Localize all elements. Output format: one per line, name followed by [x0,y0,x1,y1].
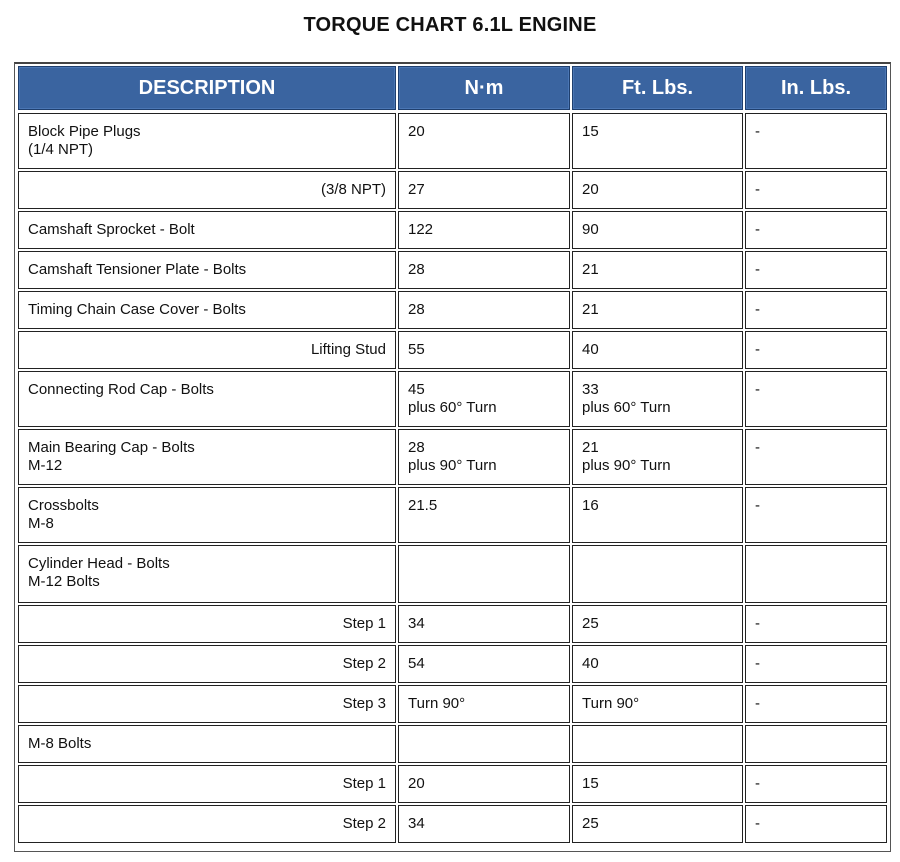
header-ft-lbs: Ft. Lbs. [572,66,743,110]
header-in-lbs: In. Lbs. [745,66,887,110]
ft-lbs-cell: 21 plus 90° Turn [572,429,743,485]
nm-cell [398,725,570,763]
ft-lbs-cell: 15 [572,765,743,803]
nm-cell: 28 plus 90° Turn [398,429,570,485]
in-lbs-cell: - [745,685,887,723]
ft-lbs-cell: 20 [572,171,743,209]
ft-lbs-cell: 15 [572,113,743,169]
nm-cell: 20 [398,113,570,169]
nm-cell: 20 [398,765,570,803]
nm-cell: 34 [398,605,570,643]
in-lbs-cell: - [745,487,887,543]
ft-lbs-cell: 25 [572,805,743,843]
nm-cell: 27 [398,171,570,209]
nm-cell: 45 plus 60° Turn [398,371,570,427]
ft-lbs-cell: 33 plus 60° Turn [572,371,743,427]
in-lbs-cell: - [745,113,887,169]
description-cell: (3/8 NPT) [18,171,396,209]
nm-cell: 55 [398,331,570,369]
nm-cell: 28 [398,251,570,289]
nm-cell: 34 [398,805,570,843]
description-cell: Camshaft Tensioner Plate - Bolts [18,251,396,289]
description-cell: Crossbolts M-8 [18,487,396,543]
ft-lbs-cell: 25 [572,605,743,643]
in-lbs-cell: - [745,371,887,427]
description-cell: Step 2 [18,805,396,843]
in-lbs-cell: - [745,765,887,803]
nm-cell: 54 [398,645,570,683]
in-lbs-cell: - [745,331,887,369]
description-cell: Cylinder Head - Bolts M-12 Bolts [18,545,396,603]
description-cell: Step 2 [18,645,396,683]
nm-cell [398,545,570,603]
description-cell: Timing Chain Case Cover - Bolts [18,291,396,329]
in-lbs-cell: - [745,645,887,683]
description-cell: Lifting Stud [18,331,396,369]
description-cell: Block Pipe Plugs (1/4 NPT) [18,113,396,169]
in-lbs-cell [745,725,887,763]
in-lbs-cell: - [745,171,887,209]
in-lbs-cell: - [745,605,887,643]
description-cell: M-8 Bolts [18,725,396,763]
description-cell: Connecting Rod Cap - Bolts [18,371,396,427]
page-title: TORQUE CHART 6.1L ENGINE [303,14,597,36]
ft-lbs-cell: 21 [572,291,743,329]
description-cell: Step 3 [18,685,396,723]
nm-cell: 28 [398,291,570,329]
in-lbs-cell: - [745,251,887,289]
ft-lbs-cell: 40 [572,645,743,683]
ft-lbs-cell [572,725,743,763]
header-description: DESCRIPTION [18,66,396,110]
nm-cell: 122 [398,211,570,249]
nm-cell: Turn 90° [398,685,570,723]
description-cell: Step 1 [18,605,396,643]
description-cell: Main Bearing Cap - Bolts M-12 [18,429,396,485]
in-lbs-cell: - [745,291,887,329]
ft-lbs-cell: 40 [572,331,743,369]
header-nm: N·m [398,66,570,110]
in-lbs-cell: - [745,429,887,485]
nm-cell: 21.5 [398,487,570,543]
ft-lbs-cell [572,545,743,603]
ft-lbs-cell: 90 [572,211,743,249]
in-lbs-cell: - [745,805,887,843]
description-cell: Step 1 [18,765,396,803]
description-cell: Camshaft Sprocket - Bolt [18,211,396,249]
ft-lbs-cell: 16 [572,487,743,543]
ft-lbs-cell: 21 [572,251,743,289]
in-lbs-cell: - [745,211,887,249]
ft-lbs-cell: Turn 90° [572,685,743,723]
in-lbs-cell [745,545,887,603]
